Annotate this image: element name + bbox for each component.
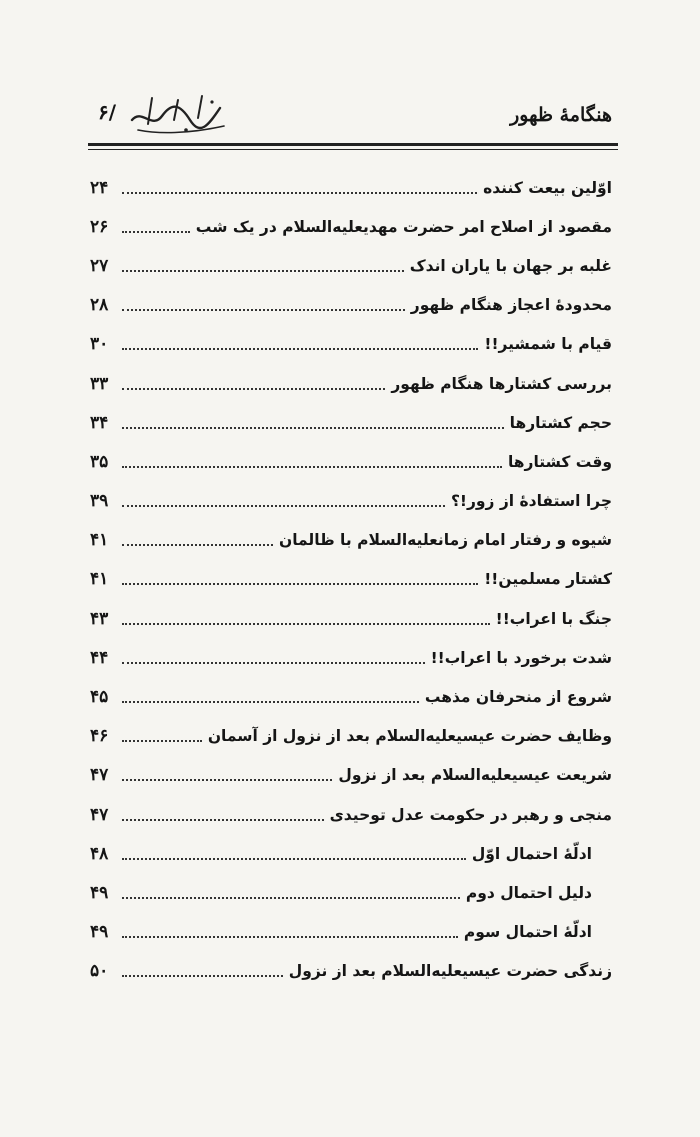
- toc-entry-title: غلبه بر جهان با ياران اندک: [409, 256, 612, 275]
- running-title: هنگامهٔ ظهور: [510, 104, 612, 126]
- dot-leader: [122, 662, 425, 664]
- toc-entry-title: ادلّهٔ احتمال اوّل: [471, 844, 592, 863]
- toc-entry[interactable]: [90, 286, 612, 325]
- toc-entry-page: ۲۸: [90, 295, 109, 316]
- toc-entry-page: ۴۷: [90, 765, 109, 786]
- toc-entry-page: ۴۱: [90, 569, 109, 590]
- toc-entry-title: منجی و رهبر در حكومت عدل توحيدی: [329, 805, 612, 824]
- toc-entry-page: ۴۷: [90, 804, 109, 825]
- dot-leader: [122, 819, 324, 821]
- toc-entry[interactable]: [90, 717, 612, 756]
- toc-entry-title: محدودهٔ اعجاز هنگام ظهور: [410, 296, 612, 315]
- toc-entry[interactable]: [90, 482, 612, 521]
- page-number: /۶: [98, 100, 117, 124]
- toc-entry-title: شروع از منحرفان مذهب: [424, 688, 612, 707]
- toc-entry[interactable]: [90, 873, 612, 912]
- toc-entry-title: حجم كشتارها: [509, 413, 612, 432]
- toc-entry-title: شيوه و رفتار امام زمانعليه‌السلام با ظالمان: [278, 531, 612, 550]
- calligraphy-logo: [128, 90, 233, 138]
- toc-entry-title: چرا استفادهٔ از زور!؟: [450, 492, 612, 511]
- page-header: [88, 96, 612, 140]
- toc-entry[interactable]: [90, 364, 612, 403]
- toc-entry-page: ۳۰: [90, 334, 109, 355]
- toc-entry-page: ۴۴: [90, 647, 109, 668]
- toc-entry-title: جنگ با اعراب!!: [495, 609, 612, 628]
- toc-entry-page: ۴۸: [90, 843, 109, 864]
- toc-entry-title: كشتار مسلمين!!: [484, 570, 612, 589]
- toc-entry-title: شدت برخورد با اعراب!!: [430, 648, 612, 667]
- toc-entry-page: ۳۵: [90, 451, 109, 472]
- toc-entry-page: ۲۷: [90, 255, 109, 276]
- toc-entry[interactable]: [90, 834, 612, 873]
- toc-entry-title: اوّلين بيعت كننده: [483, 178, 612, 197]
- toc-entry[interactable]: [90, 207, 612, 246]
- dot-leader: [122, 505, 445, 507]
- toc-entry-page: ۲۴: [90, 177, 109, 198]
- toc-entry-page: ۳۴: [90, 412, 109, 433]
- dot-leader: [122, 427, 504, 429]
- toc-entry-title: وظايف حضرت عيسیعليه‌السلام بعد از نزول از آسمان: [207, 727, 612, 746]
- toc-entry[interactable]: [90, 599, 612, 638]
- toc-entry-page: ۳۹: [90, 491, 109, 512]
- toc-entry[interactable]: [90, 168, 612, 207]
- toc-entry[interactable]: [90, 403, 612, 442]
- toc-entry-page: ۴۶: [90, 726, 109, 747]
- dot-leader: [122, 192, 477, 194]
- table-of-contents: [90, 168, 612, 991]
- toc-entry[interactable]: [90, 756, 612, 795]
- toc-entry-title: ادلّهٔ احتمال سوم: [463, 923, 592, 942]
- toc-entry-title: زندگی حضرت عيسیعليه‌السلام بعد از نزول: [288, 962, 612, 981]
- toc-entry[interactable]: [90, 913, 612, 952]
- header-rule-thin: [88, 149, 618, 150]
- dot-leader: [122, 309, 405, 311]
- toc-entry-title: قيام با شمشير!!: [484, 335, 612, 354]
- toc-entry[interactable]: [90, 677, 612, 716]
- dot-leader: [122, 779, 332, 781]
- toc-entry[interactable]: [90, 246, 612, 285]
- toc-entry-page: ۴۳: [90, 608, 109, 629]
- dot-leader: [122, 701, 419, 703]
- toc-entry-title: شريعت عيسیعليه‌السلام بعد از نزول: [338, 766, 612, 785]
- dot-leader: [122, 270, 404, 272]
- toc-entry-page: ۵۰: [90, 961, 109, 982]
- dot-leader: [122, 231, 190, 233]
- toc-entry-title: دليل احتمال دوم: [465, 883, 592, 902]
- toc-entry[interactable]: [90, 795, 612, 834]
- toc-entry[interactable]: [90, 325, 612, 364]
- toc-entry-page: ۳۳: [90, 373, 109, 394]
- toc-entry[interactable]: [90, 560, 612, 599]
- toc-entry-page: ۴۹: [90, 882, 109, 903]
- header-rule-thick: [88, 143, 618, 146]
- toc-entry[interactable]: [90, 952, 612, 991]
- dot-leader: [122, 583, 478, 585]
- dot-leader: [122, 975, 283, 977]
- toc-entry-page: ۴۵: [90, 687, 109, 708]
- dot-leader: [122, 466, 502, 468]
- dot-leader: [122, 936, 458, 938]
- dot-leader: [122, 348, 478, 350]
- toc-entry-title: مقصود از اصلاح امر حضرت مهدیعليه‌السلام در يک شب: [195, 217, 612, 236]
- dot-leader: [122, 740, 202, 742]
- toc-entry-title: بررسی كشتارها هنگام ظهور: [391, 374, 612, 393]
- dot-leader: [122, 897, 460, 899]
- toc-entry[interactable]: [90, 521, 612, 560]
- dot-leader: [122, 544, 273, 546]
- toc-entry[interactable]: [90, 638, 612, 677]
- dot-leader: [122, 388, 385, 390]
- toc-entry-title: وقت كشتارها: [507, 452, 612, 471]
- toc-entry-page: ۴۹: [90, 922, 109, 943]
- toc-entry-page: ۴۱: [90, 530, 109, 551]
- toc-entry[interactable]: [90, 442, 612, 481]
- toc-entry-page: ۲۶: [90, 216, 109, 237]
- dot-leader: [122, 858, 466, 860]
- dot-leader: [122, 623, 490, 625]
